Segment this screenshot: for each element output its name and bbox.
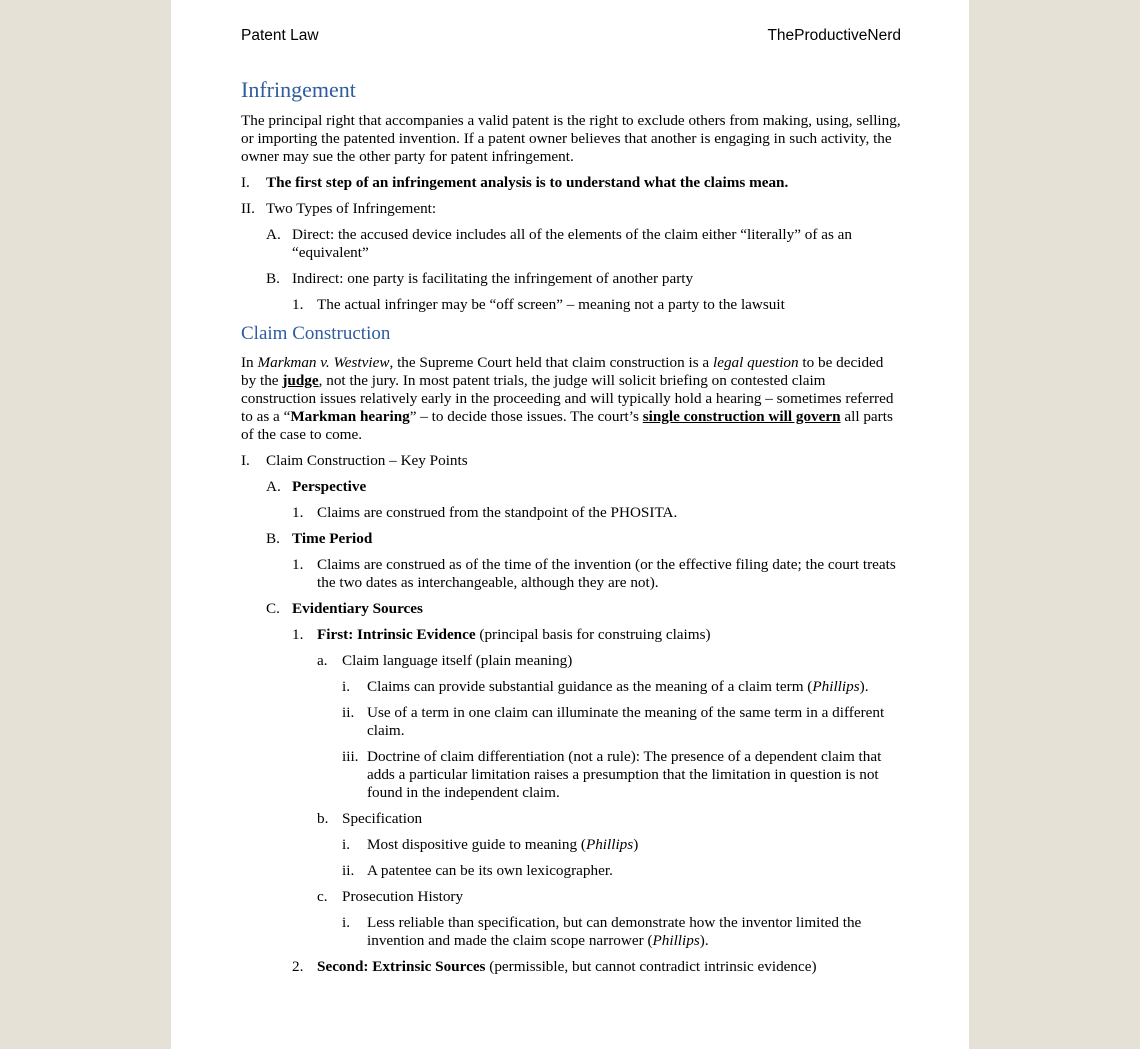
list-item: c. Prosecution History [317,888,464,905]
list-item: ii. Use of a term in one claim can illuminate the meaning of the same term in a different claim. [342,704,885,739]
list-item: i. Claims can provide substantial guidance as the meaning of a claim term (Phillips). [342,678,869,695]
heading-claim-construction: Claim Construction [241,323,391,344]
header-left: Patent Law [241,27,319,44]
list-item: A. Perspective [266,478,367,495]
list-item: a. Claim language itself (plain meaning) [317,652,573,669]
list-item: 1. Claims are construed from the standpoint of the PHOSITA. [292,504,678,521]
list-item: II. Two Types of Infringement: [241,200,437,217]
list-item: b. Specification [317,810,423,827]
list-item: 1. First: Intrinsic Evidence (principal basis for construing claims) [292,626,711,643]
list-item: I. The first step of an infringement analysis is to understand what the claims mean. [241,174,789,191]
list-item: i. Less reliable than specification, but can demonstrate how the inventor limited the invention and made the claim scope narrower (Phillips). [342,914,862,949]
document-body [241,76,901,984]
construction-intro: In Markman v. Westview, the Supreme Court held that claim construction is a legal question to be decided by the judge, not the jury. In most patent trials, the judge will solicit briefing on contested claim construction issues relatively early in the proceeding and will typically hold a hearing – sometimes referred to as a “Markman hearing” – to decide those issues. The court’s single construction will govern all parts of the case to come. [241,354,894,443]
heading-infringement: Infringement [241,77,356,102]
list-item: ii. A patentee can be its own lexicographer. [342,862,613,879]
list-item: A. Direct: the accused device includes all of the elements of the claim either “literally” of as an “equivalent” [266,226,853,261]
list-item: i. Most dispositive guide to meaning (Phillips) [342,836,639,853]
list-item: I. Claim Construction – Key Points [241,452,468,469]
list-item: iii. Doctrine of claim differentiation (not a rule): The presence of a dependent claim that adds a particular limitation raises a presumption that the limitation in question is not found in the independent claim. [342,748,882,801]
document-page [171,0,969,1049]
header-right: TheProductiveNerd [767,27,901,44]
list-item: C. Evidentiary Sources [266,600,423,617]
list-item: B. Time Period [266,530,373,547]
list-item: B. Indirect: one party is facilitating the infringement of another party [266,270,694,287]
infringement-intro: The principal right that accompanies a valid patent is the right to exclude others from making, using, selling, or importing the patented invention. If a patent owner believes that another is engaging in such activity, the owner may sue the other party for patent infringement. [241,112,901,165]
list-item: 1. The actual infringer may be “off screen” – meaning not a party to the lawsuit [292,296,785,313]
list-item: 2. Second: Extrinsic Sources (permissible, but cannot contradict intrinsic evidence) [292,958,817,975]
list-item: 1. Claims are construed as of the time of the invention (or the effective filing date; the court treats the two dates as interchangeable, although they are not). [292,556,896,591]
